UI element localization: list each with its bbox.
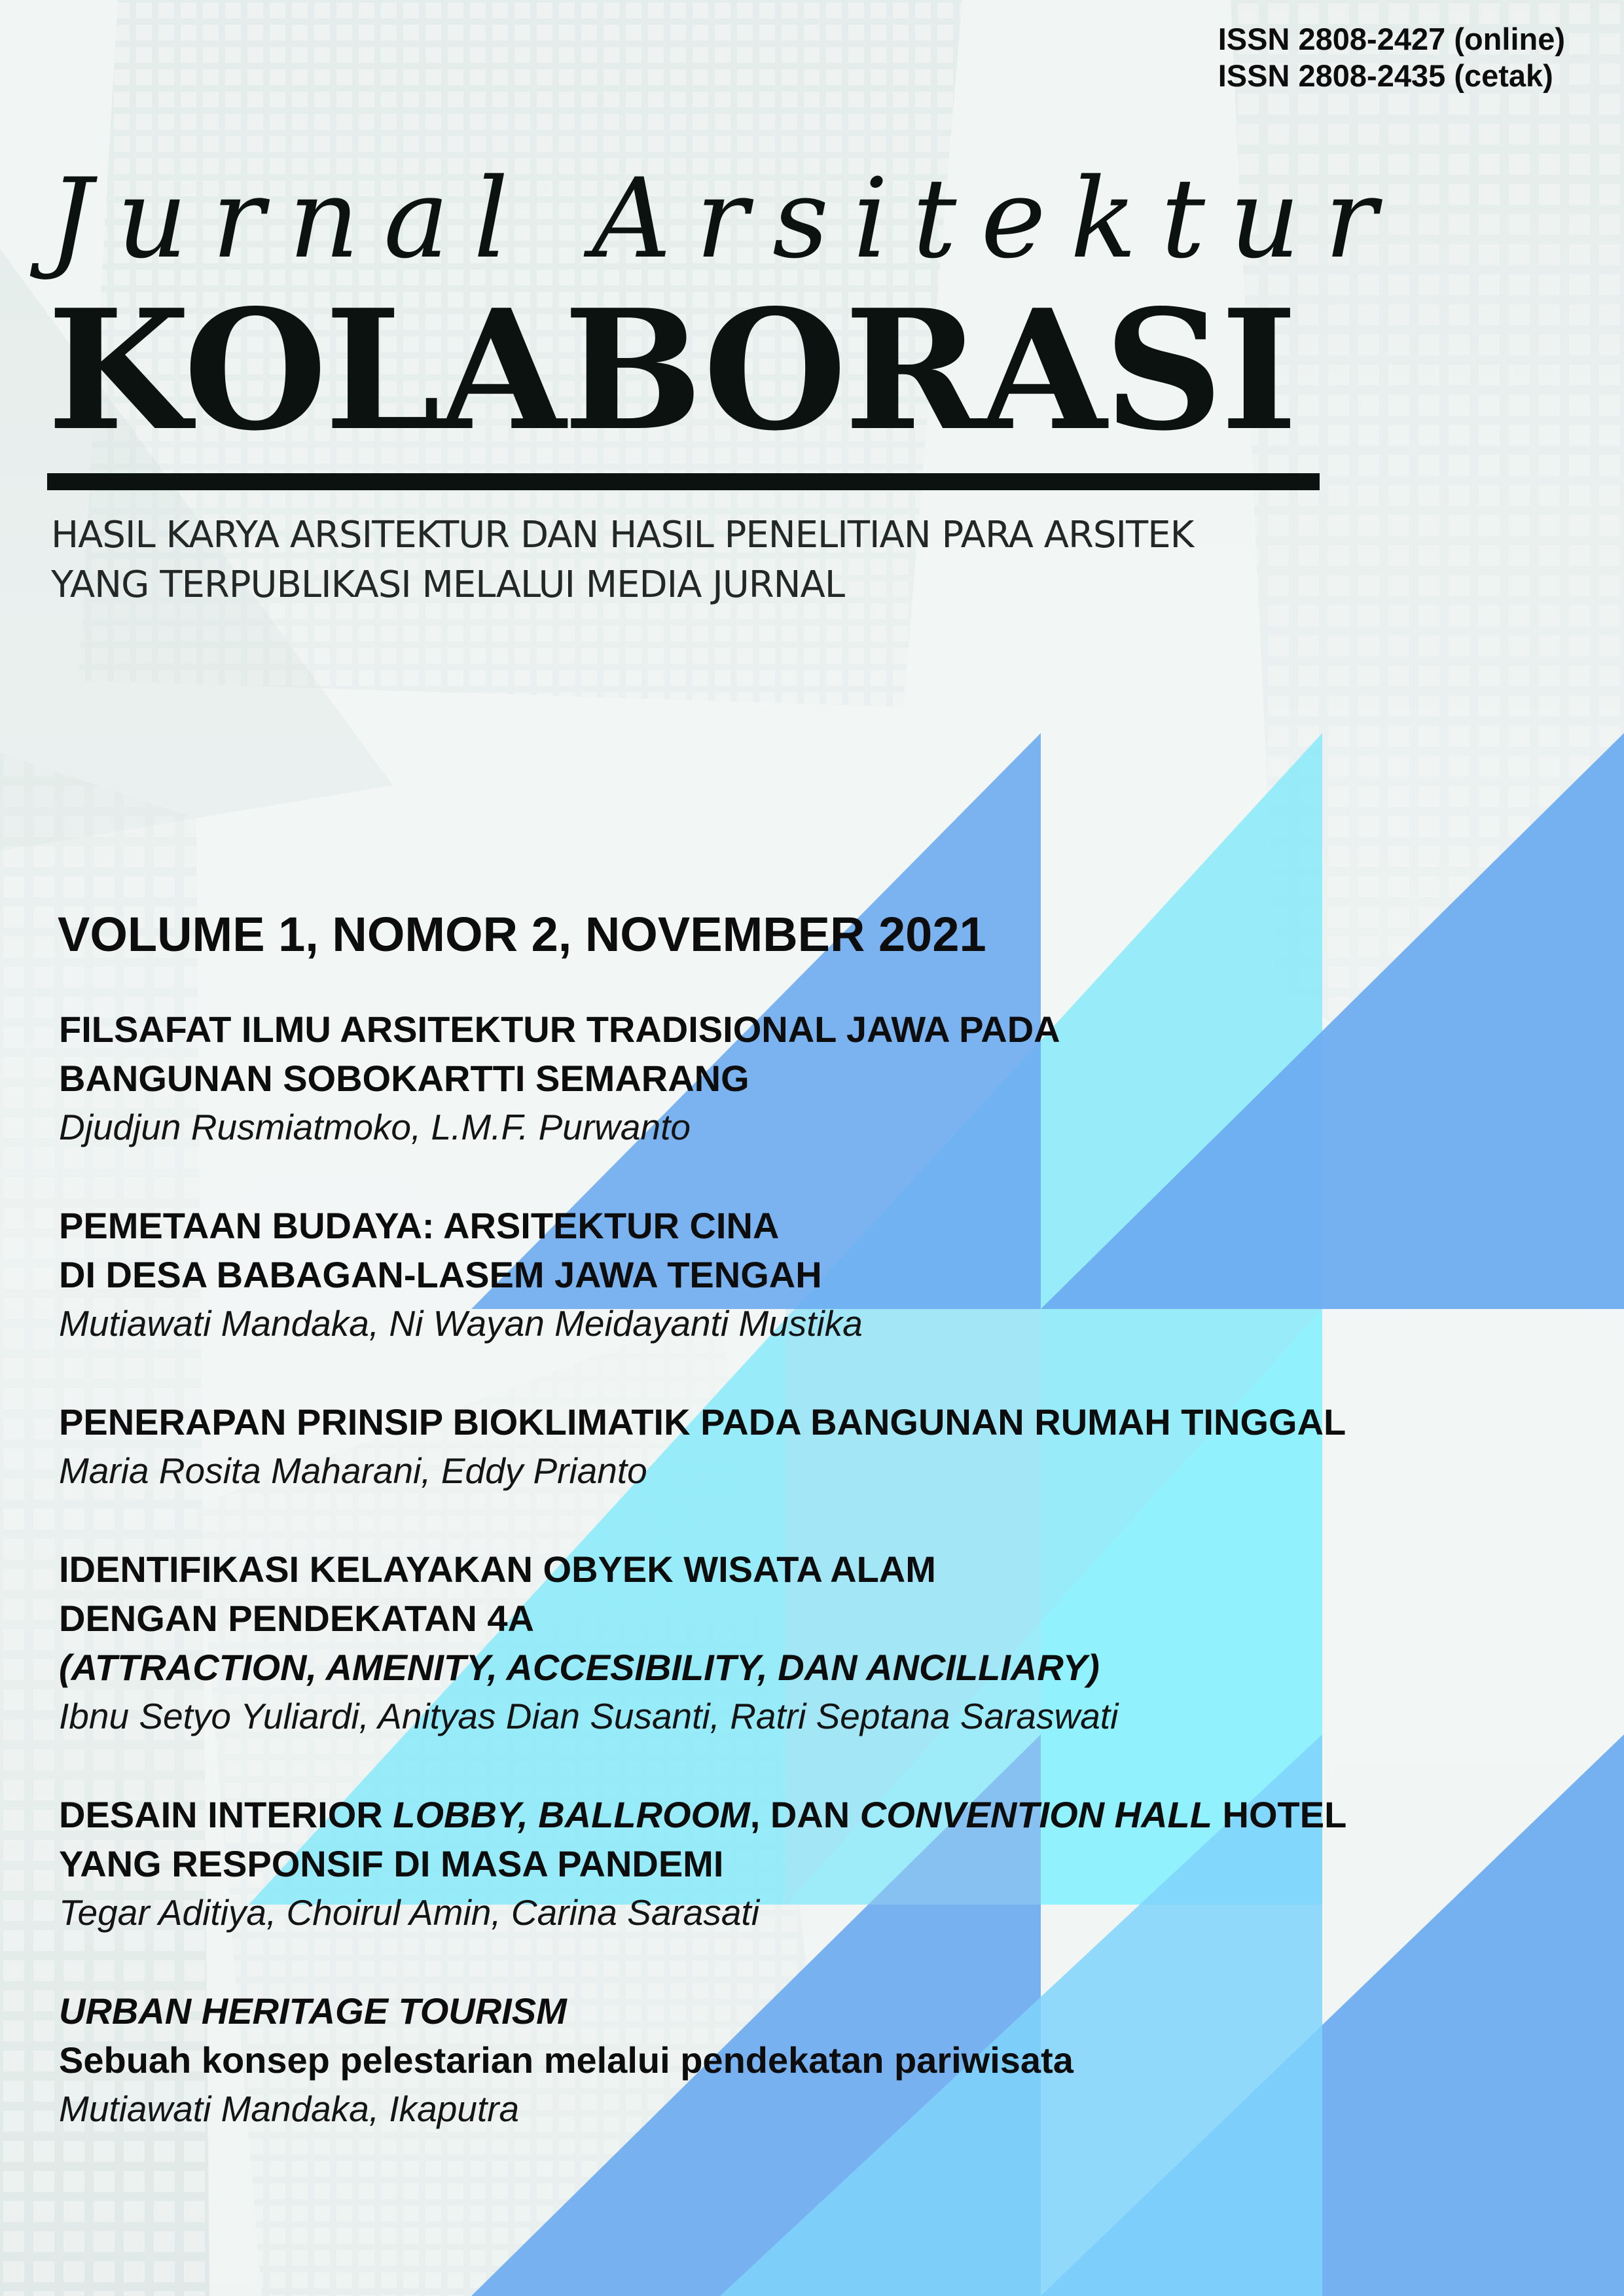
issn-online: ISSN 2808-2427 (online)	[1218, 22, 1565, 56]
article-title: DI DESA BABAGAN-LASEM JAWA TENGAH	[59, 1254, 822, 1295]
article-title: IDENTIFIKASI KELAYAKAN OBYEK WISATA ALAM	[59, 1549, 936, 1590]
article-1	[59, 1005, 1564, 1152]
title-part: HOTEL	[1212, 1794, 1347, 1835]
article-authors: Mutiawati Mandaka, Ni Wayan Meidayanti Mustika	[59, 1303, 863, 1344]
article-authors: Maria Rosita Maharani, Eddy Prianto	[59, 1450, 647, 1491]
journal-main-title: KOLABORASI	[47, 274, 1295, 467]
title-part: , DAN	[749, 1794, 860, 1835]
article-authors: Djudjun Rusmiatmoko, L.M.F. Purwanto	[59, 1107, 691, 1147]
article-subtitle: Sebuah konsep pelestarian melalui pendekatan pariwisata	[59, 2039, 1074, 2081]
title-part: DESAIN INTERIOR	[59, 1794, 393, 1835]
article-authors: Tegar Aditiya, Choirul Amin, Carina Sarasati	[59, 1892, 759, 1933]
article-title: PEMETAAN BUDAYA: ARSITEKTUR CINA	[59, 1205, 780, 1246]
article-title: FILSAFAT ILMU ARSITEKTUR TRADISIONAL JAWA PADA	[59, 1009, 1060, 1050]
article-authors: Mutiawati Mandaka, Ikaputra	[59, 2089, 520, 2129]
article-title	[59, 1790, 1564, 1839]
issn-print: ISSN 2808-2435 (cetak)	[1218, 58, 1553, 93]
title-part-italic: LOBBY, BALLROOM	[393, 1794, 750, 1835]
article-title: PENERAPAN PRINSIP BIOKLIMATIK PADA BANGUNAN RUMAH TINGGAL	[59, 1401, 1346, 1443]
volume-heading: VOLUME 1, NOMOR 2, NOVEMBER 2021	[58, 907, 986, 961]
journal-script-title: Jurnal Arsitektur	[48, 154, 1401, 283]
article-title: (ATTRACTION, AMENITY, ACCESIBILITY, DAN ANCILLIARY)	[59, 1647, 1100, 1688]
table-of-contents	[59, 1005, 1564, 2183]
article-2	[59, 1201, 1564, 1348]
article-6	[59, 1986, 1564, 2134]
article-title: DENGAN PENDEKATAN 4A	[59, 1598, 534, 1639]
article-title: BANGUNAN SOBOKARTTI SEMARANG	[59, 1058, 749, 1099]
tagline-line-2: YANG TERPUBLIKASI MELALUI MEDIA JURNAL	[51, 564, 845, 606]
journal-tagline	[51, 511, 1193, 610]
article-3	[59, 1397, 1564, 1496]
tagline-line-1: HASIL KARYA ARSITEKTUR DAN HASIL PENELITIAN PARA ARSITEK	[51, 514, 1194, 556]
article-title: YANG RESPONSIF DI MASA PANDEMI	[59, 1843, 724, 1884]
article-authors: Ibnu Setyo Yuliardi, Anityas Dian Susanti, Ratri Septana Saraswati	[59, 1696, 1119, 1736]
issn-block	[1218, 21, 1565, 94]
title-part-italic: CONVENTION HALL	[859, 1794, 1212, 1835]
masthead-rule	[47, 473, 1320, 490]
article-5	[59, 1790, 1564, 1937]
article-title: URBAN HERITAGE TOURISM	[59, 1990, 567, 2032]
article-4	[59, 1545, 1564, 1741]
